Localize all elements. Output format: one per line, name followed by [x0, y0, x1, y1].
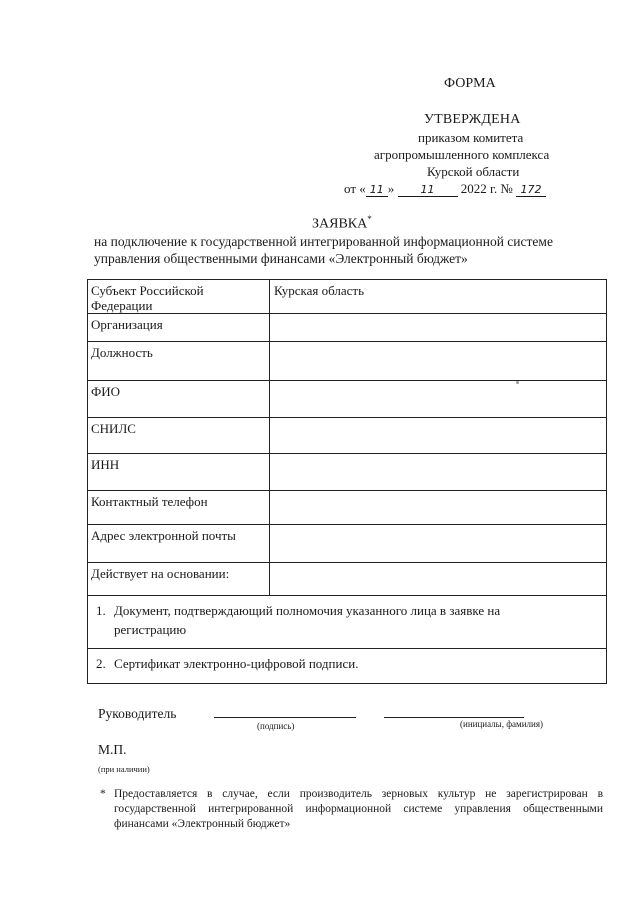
stamp-place: М.П. [98, 742, 127, 757]
footnote-text: Предоставляется в случае, если производитель зерновых культур не зарегистрирован в государственной интегрированной информационной системе управления общественными финансами «Электронный бюджет» [114, 788, 603, 830]
table-row [88, 381, 606, 418]
table-row [88, 280, 606, 314]
date-month: 11 [398, 183, 458, 197]
approval-line-1: приказом комитета [418, 130, 524, 145]
order-date-line [344, 181, 546, 197]
table-row [88, 418, 606, 454]
signature-line[interactable] [214, 717, 356, 718]
order-number: 172 [516, 183, 546, 197]
item-text-continued: регистрацию [114, 622, 187, 637]
table-row [88, 525, 606, 563]
table-row-document [88, 596, 606, 649]
stamp-note: (при наличии) [98, 764, 150, 774]
date-day: 11 [366, 183, 388, 197]
table-row [88, 491, 606, 525]
row-label: Должность [88, 342, 270, 380]
table-row [88, 563, 606, 596]
approval-line-3: Курской области [427, 164, 520, 179]
document-title [312, 214, 372, 233]
scan-speck [516, 381, 519, 384]
row-value[interactable] [270, 491, 606, 524]
row-label: ФИО [88, 381, 270, 417]
date-prefix: от « [344, 181, 366, 196]
row-value[interactable] [270, 418, 606, 453]
row-value[interactable] [270, 454, 606, 490]
row-label: ИНН [88, 454, 270, 490]
initials-caption: (инициалы, фамилия) [460, 719, 543, 729]
date-day-close: » [387, 181, 395, 196]
row-value[interactable]: Курская область [274, 283, 365, 298]
row-label: Организация [88, 314, 270, 341]
row-label: Действует на основании: [88, 563, 270, 595]
item-number: 1. [96, 603, 106, 618]
table-row-certificate [88, 649, 606, 683]
approval-line-2: агропромышленного комплекса [374, 147, 550, 162]
footnote [100, 787, 603, 832]
table-row [88, 314, 606, 342]
item-text: Документ, подтверждающий полномочия указанного лица в заявке на [114, 603, 501, 618]
signature-caption: (подпись) [257, 721, 295, 731]
list-item [88, 649, 606, 683]
table-row [88, 342, 606, 381]
item-number: 2. [96, 656, 106, 671]
document-subtitle: на подключение к государственной интегрированной информационной системе управления общественными финансами «Электронный бюджет» [94, 234, 553, 266]
row-label: Контактный телефон [88, 491, 270, 524]
item-text: Сертификат электронно-цифровой подписи. [114, 656, 359, 671]
row-value[interactable] [270, 314, 606, 341]
row-value[interactable] [270, 381, 606, 417]
footnote-mark: * [100, 788, 106, 800]
row-label: Субъект Российской Федерации [88, 280, 270, 313]
row-value[interactable] [270, 525, 606, 562]
row-value[interactable] [270, 563, 606, 595]
row-label: Адрес электронной почты [88, 525, 270, 562]
row-label: СНИЛС [88, 418, 270, 453]
application-table [87, 279, 607, 684]
title-footnote-mark: * [367, 214, 372, 224]
table-row [88, 454, 606, 491]
date-year: 2022 г. № [460, 181, 513, 196]
form-label: ФОРМА [444, 76, 496, 91]
head-signature-label: Руководитель [98, 706, 177, 721]
row-value[interactable] [270, 342, 606, 380]
initials-line[interactable] [384, 717, 524, 718]
title-text: ЗАЯВКА [312, 216, 368, 232]
list-item [88, 596, 606, 648]
approved-heading: УТВЕРЖДЕНА [424, 112, 521, 127]
